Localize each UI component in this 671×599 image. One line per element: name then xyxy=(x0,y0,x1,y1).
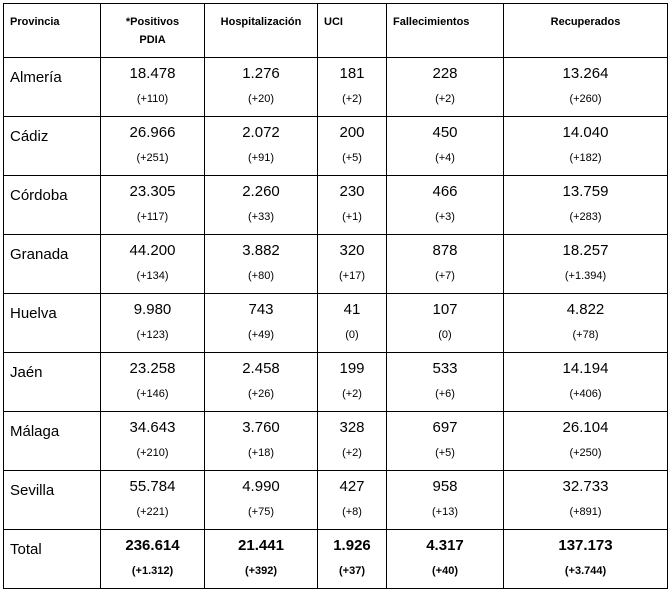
positivos-cell xyxy=(101,353,205,412)
uci-cell xyxy=(318,58,387,117)
fallecimientos-change: (+5) xyxy=(435,447,455,459)
uci-cell xyxy=(318,235,387,294)
fallecimientos-cell xyxy=(387,176,504,235)
positivos-value: 236.614 xyxy=(125,537,180,554)
recuperados-change: (+250) xyxy=(569,447,602,459)
province-cell xyxy=(4,353,101,412)
province-cell xyxy=(4,530,101,589)
positivos-change: (+1.312) xyxy=(131,565,174,577)
province-name: Málaga xyxy=(10,423,60,440)
header-hospitalizacion: Hospitalización xyxy=(205,4,318,58)
fallecimientos-change: (+3) xyxy=(435,211,455,223)
fallecimientos-change: (+13) xyxy=(432,506,458,518)
hospitalizacion-cell xyxy=(205,353,318,412)
hospitalizacion-cell xyxy=(205,176,318,235)
recuperados-change: (+3.744) xyxy=(564,565,607,577)
total-row xyxy=(4,530,668,589)
positivos-change: (+117) xyxy=(136,211,169,223)
table-row xyxy=(4,471,668,530)
fallecimientos-value: 533 xyxy=(432,360,458,377)
hospitalizacion-change: (+18) xyxy=(248,447,274,459)
province-cell xyxy=(4,471,101,530)
recuperados-value: 13.264 xyxy=(562,65,609,82)
uci-cell xyxy=(318,530,387,589)
hospitalizacion-change: (+33) xyxy=(248,211,274,223)
fallecimientos-cell xyxy=(387,471,504,530)
recuperados-value: 26.104 xyxy=(562,419,609,436)
positivos-cell xyxy=(101,176,205,235)
uci-change: (+2) xyxy=(342,447,362,459)
positivos-change: (+221) xyxy=(136,506,169,518)
hospitalizacion-cell xyxy=(205,530,318,589)
fallecimientos-change: (+4) xyxy=(435,152,455,164)
recuperados-cell xyxy=(504,117,668,176)
province-name: Huelva xyxy=(10,305,57,322)
positivos-value: 26.966 xyxy=(129,124,176,141)
hospitalizacion-cell xyxy=(205,471,318,530)
hospitalizacion-value: 1.276 xyxy=(242,65,280,82)
table-row xyxy=(4,58,668,117)
province-cell xyxy=(4,117,101,176)
province-cell xyxy=(4,412,101,471)
recuperados-cell xyxy=(504,353,668,412)
province-name: Almería xyxy=(10,69,62,86)
fallecimientos-change: (+6) xyxy=(435,388,455,400)
province-cell xyxy=(4,294,101,353)
uci-value: 230 xyxy=(339,183,365,200)
hospitalizacion-change: (+91) xyxy=(248,152,274,164)
hospitalizacion-change: (+80) xyxy=(248,270,274,282)
fallecimientos-cell xyxy=(387,117,504,176)
fallecimientos-cell xyxy=(387,530,504,589)
fallecimientos-value: 450 xyxy=(432,124,458,141)
uci-change: (+1) xyxy=(342,211,362,223)
uci-value: 1.926 xyxy=(333,537,371,554)
fallecimientos-cell xyxy=(387,412,504,471)
table-body xyxy=(4,58,668,589)
positivos-change: (+134) xyxy=(136,270,169,282)
province-cell xyxy=(4,176,101,235)
province-name: Sevilla xyxy=(10,482,55,499)
fallecimientos-cell xyxy=(387,235,504,294)
province-name: Jaén xyxy=(10,364,43,381)
fallecimientos-change: (0) xyxy=(438,329,452,341)
uci-change: (+17) xyxy=(339,270,365,282)
hospitalizacion-cell xyxy=(205,294,318,353)
hospitalizacion-cell xyxy=(205,412,318,471)
positivos-cell xyxy=(101,412,205,471)
positivos-value: 23.305 xyxy=(129,183,176,200)
uci-cell xyxy=(318,471,387,530)
header-uci: UCI xyxy=(318,4,387,58)
positivos-cell xyxy=(101,58,205,117)
hospitalizacion-value: 743 xyxy=(248,301,274,318)
fallecimientos-value: 878 xyxy=(432,242,458,259)
positivos-change: (+146) xyxy=(136,388,169,400)
recuperados-change: (+78) xyxy=(572,329,599,341)
province-cell xyxy=(4,58,101,117)
uci-change: (+8) xyxy=(342,506,362,518)
hospitalizacion-cell xyxy=(205,235,318,294)
recuperados-value: 137.173 xyxy=(558,537,613,554)
hospitalizacion-value: 2.458 xyxy=(242,360,280,377)
hospitalizacion-change: (+26) xyxy=(248,388,274,400)
header-row xyxy=(4,4,668,58)
uci-change: (+2) xyxy=(342,93,362,105)
province-name: Córdoba xyxy=(10,187,68,204)
positivos-cell xyxy=(101,294,205,353)
fallecimientos-value: 228 xyxy=(432,65,458,82)
hospitalizacion-value: 3.882 xyxy=(242,242,280,259)
fallecimientos-value: 107 xyxy=(432,301,458,318)
uci-value: 41 xyxy=(343,301,361,318)
uci-change: (+5) xyxy=(342,152,362,164)
uci-cell xyxy=(318,117,387,176)
positivos-value: 23.258 xyxy=(129,360,176,377)
province-name: Cádiz xyxy=(10,128,49,145)
positivos-change: (+110) xyxy=(136,93,169,105)
fallecimientos-cell xyxy=(387,58,504,117)
hospitalizacion-change: (+49) xyxy=(248,329,274,341)
positivos-change: (+210) xyxy=(136,447,169,459)
table-row xyxy=(4,235,668,294)
uci-change: (0) xyxy=(345,329,359,341)
header-provincia: Provincia xyxy=(4,4,101,58)
table-row xyxy=(4,412,668,471)
fallecimientos-change: (+2) xyxy=(435,93,455,105)
uci-cell xyxy=(318,412,387,471)
recuperados-change: (+406) xyxy=(569,388,602,400)
province-cell xyxy=(4,235,101,294)
table-row xyxy=(4,353,668,412)
hospitalizacion-change: (+392) xyxy=(244,565,278,577)
fallecimientos-value: 466 xyxy=(432,183,458,200)
uci-value: 328 xyxy=(339,419,365,436)
recuperados-cell xyxy=(504,176,668,235)
positivos-cell xyxy=(101,117,205,176)
positivos-value: 9.980 xyxy=(133,301,172,318)
hospitalizacion-value: 3.760 xyxy=(242,419,280,436)
recuperados-cell xyxy=(504,530,668,589)
recuperados-change: (+891) xyxy=(569,506,602,518)
positivos-change: (+251) xyxy=(136,152,169,164)
recuperados-cell xyxy=(504,235,668,294)
table-row xyxy=(4,117,668,176)
uci-value: 181 xyxy=(339,65,365,82)
recuperados-value: 14.040 xyxy=(562,124,609,141)
table-row xyxy=(4,294,668,353)
positivos-value: 18.478 xyxy=(129,65,176,82)
hospitalizacion-value: 2.072 xyxy=(242,124,280,141)
recuperados-change: (+283) xyxy=(569,211,602,223)
recuperados-cell xyxy=(504,412,668,471)
hospitalizacion-value: 4.990 xyxy=(242,478,280,495)
positivos-cell xyxy=(101,530,205,589)
recuperados-value: 32.733 xyxy=(562,478,609,495)
recuperados-cell xyxy=(504,471,668,530)
recuperados-value: 18.257 xyxy=(562,242,609,259)
header-recuperados: Recuperados xyxy=(504,4,668,58)
hospitalizacion-cell xyxy=(205,117,318,176)
hospitalizacion-value: 21.441 xyxy=(238,537,284,554)
fallecimientos-value: 697 xyxy=(432,419,458,436)
positivos-value: 44.200 xyxy=(129,242,176,259)
recuperados-change: (+260) xyxy=(569,93,602,105)
fallecimientos-change: (+40) xyxy=(432,565,458,577)
hospitalizacion-change: (+75) xyxy=(248,506,274,518)
fallecimientos-value: 958 xyxy=(432,478,458,495)
province-name: Granada xyxy=(10,246,69,263)
recuperados-cell xyxy=(504,294,668,353)
positivos-cell xyxy=(101,471,205,530)
uci-value: 427 xyxy=(339,478,365,495)
fallecimientos-change: (+7) xyxy=(435,270,455,282)
uci-cell xyxy=(318,176,387,235)
fallecimientos-cell xyxy=(387,294,504,353)
positivos-change: (+123) xyxy=(136,329,169,341)
header-fallecimientos: Fallecimientos xyxy=(387,4,504,58)
table-row xyxy=(4,176,668,235)
recuperados-change: (+182) xyxy=(569,152,602,164)
recuperados-cell xyxy=(504,58,668,117)
positivos-value: 34.643 xyxy=(129,419,176,436)
hospitalizacion-cell xyxy=(205,58,318,117)
recuperados-value: 14.194 xyxy=(562,360,609,377)
covid-andalucia-table xyxy=(3,3,668,589)
province-name: Total xyxy=(10,541,42,558)
uci-value: 320 xyxy=(339,242,365,259)
hospitalizacion-value: 2.260 xyxy=(242,183,280,200)
positivos-cell xyxy=(101,235,205,294)
uci-cell xyxy=(318,353,387,412)
uci-change: (+2) xyxy=(342,388,362,400)
recuperados-change: (+1.394) xyxy=(564,270,607,282)
recuperados-value: 4.822 xyxy=(566,301,605,318)
fallecimientos-cell xyxy=(387,353,504,412)
positivos-value: 55.784 xyxy=(129,478,176,495)
uci-cell xyxy=(318,294,387,353)
fallecimientos-value: 4.317 xyxy=(426,537,464,554)
uci-value: 199 xyxy=(339,360,365,377)
uci-value: 200 xyxy=(339,124,365,141)
recuperados-value: 13.759 xyxy=(562,183,609,200)
header-positivos: *Positivos PDIA xyxy=(101,4,205,58)
uci-change: (+37) xyxy=(339,565,365,577)
hospitalizacion-change: (+20) xyxy=(248,93,274,105)
